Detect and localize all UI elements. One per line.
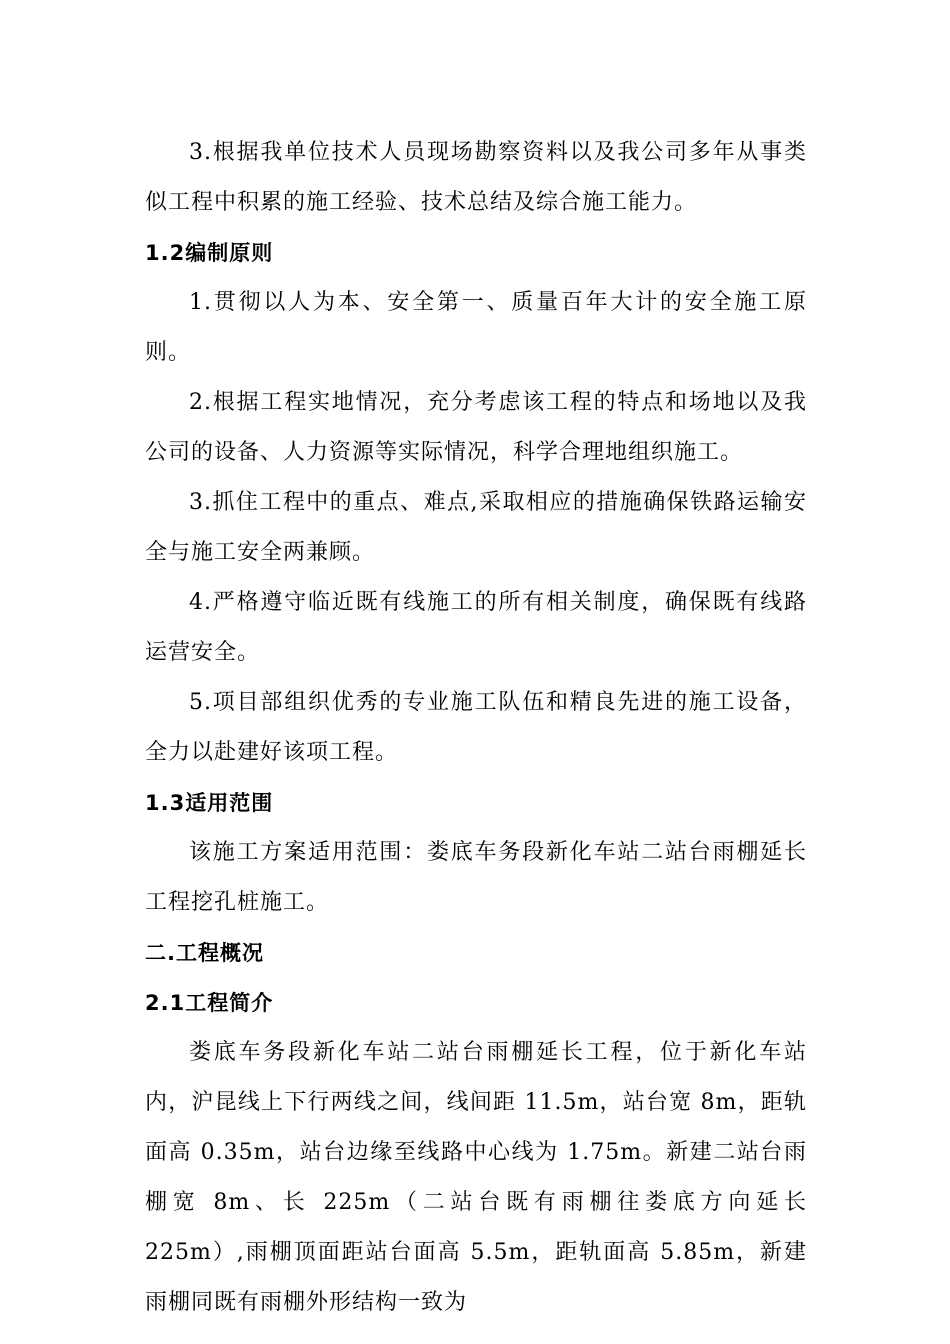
section-heading-compilation-principles: 1.2编制原则: [145, 241, 274, 265]
section-heading-scope: 1.3适用范围: [145, 791, 274, 815]
paragraph-project-intro: 娄底车务段新化车站二站台雨棚延长工程，位于新化车站内，沪昆线上下行两线之间，线间距 11.5m，站台宽 8m，距轨面高 0.35m，站台边缘至线路中心线为 1.75m。新建二站台雨棚宽 8m、长 225m（二站台既有雨棚往娄底方向延长 225m）,雨棚顶面距站台面高 5.5m，距轨面高 5.85m，新建雨棚同既有雨棚外形结构一致为: [145, 1040, 807, 1315]
paragraph-principle-1: 1.贯彻以人为本、安全第一、质量百年大计的安全施工原则。: [145, 290, 807, 365]
chapter-heading-project-overview: 二.工程概况: [145, 941, 264, 965]
document-page: [145, 128, 807, 1328]
section-heading-project-intro: 2.1工程简介: [145, 991, 274, 1015]
paragraph-principle-3: 3.抓住工程中的重点、难点,采取相应的措施确保铁路运输安全与施工安全两兼顾。: [145, 490, 807, 565]
paragraph-principle-4: 4.严格遵守临近既有线施工的所有相关制度，确保既有线路运营安全。: [145, 590, 807, 665]
paragraph-survey-basis: 3.根据我单位技术人员现场勘察资料以及我公司多年从事类似工程中积累的施工经验、技术总结及综合施工能力。: [145, 140, 807, 215]
paragraph-scope: 该施工方案适用范围：娄底车务段新化车站二站台雨棚延长工程挖孔桩施工。: [145, 840, 807, 915]
paragraph-principle-5: 5.项目部组织优秀的专业施工队伍和精良先进的施工设备，全力以赴建好该项工程。: [145, 690, 807, 765]
paragraph-principle-2: 2.根据工程实地情况，充分考虑该工程的特点和场地以及我公司的设备、人力资源等实际情况，科学合理地组织施工。: [145, 390, 807, 465]
